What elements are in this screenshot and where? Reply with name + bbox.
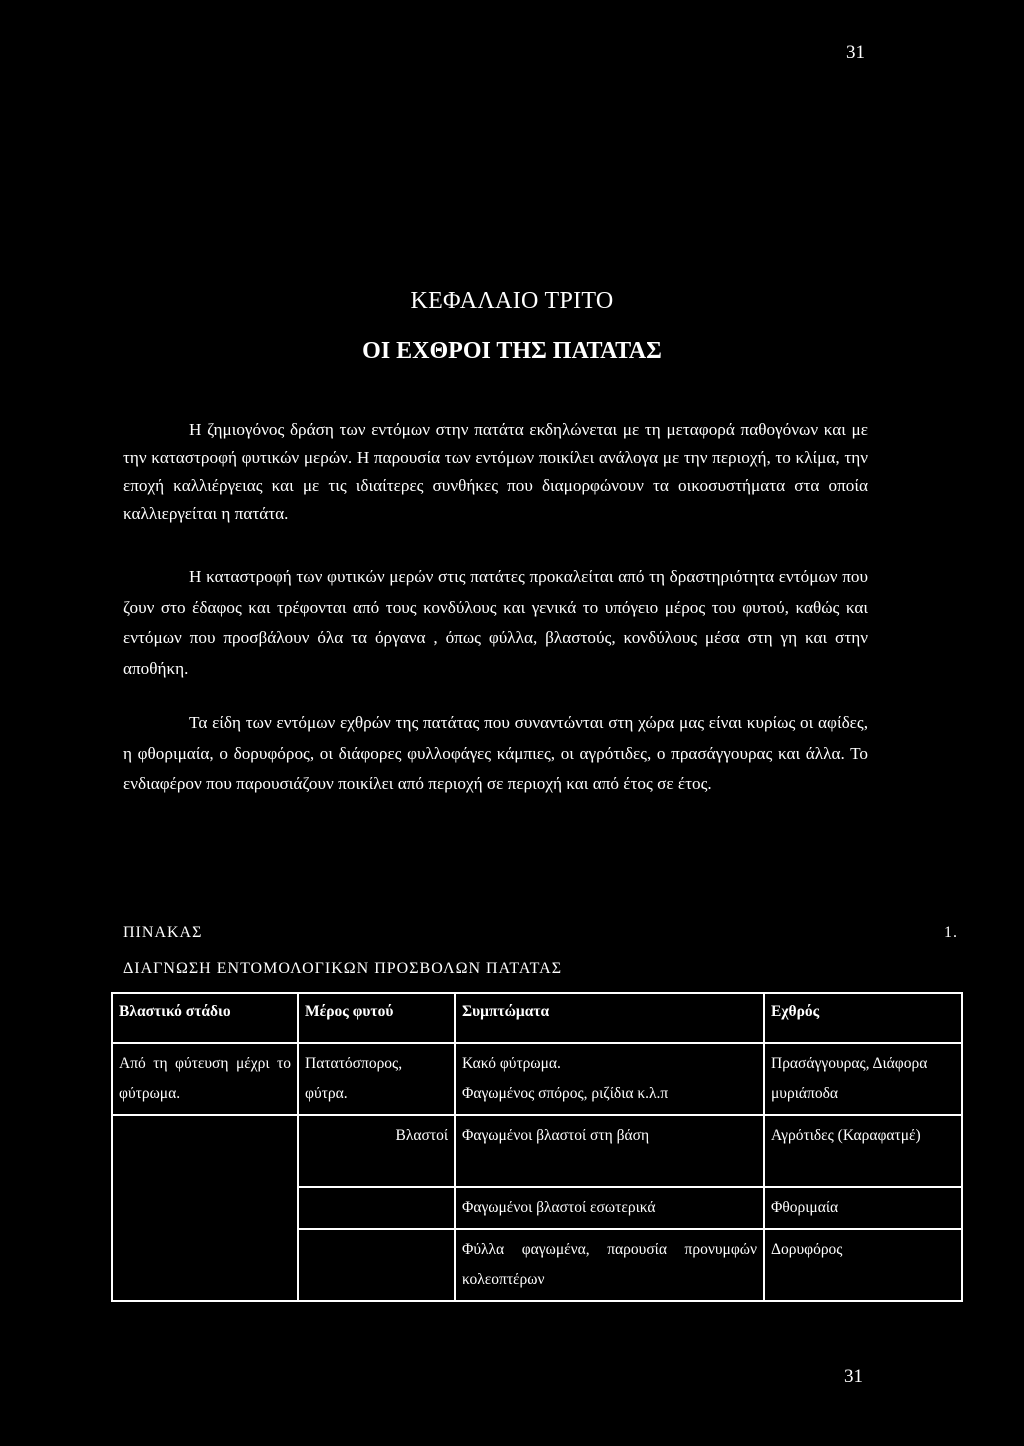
- cell-symptoms: Φαγωμένοι βλαστοί εσωτερικά: [455, 1187, 764, 1229]
- page-number-top: 31: [846, 42, 865, 63]
- cell-symptoms: Φαγωμένοι βλαστοί στη βάση: [455, 1115, 764, 1187]
- table-header-row: [112, 993, 962, 1043]
- paragraph-damage: Η καταστροφή των φυτικών μερών στις πατάτες προκαλείται από τη δραστηριότητα εντόμων που ζουν στο έδαφος και τρέφονται από τους κονδύλους και γενικά το υπόγειο μέρος του φυτού, καθώς και εντόμων που προσβάλουν όλα τα όργανα , όπως φύλλα, βλαστούς, κονδύλους μέσα στη γη και στην αποθήκη.: [123, 567, 868, 678]
- table-label: ΠΙΝΑΚΑΣ: [123, 924, 203, 941]
- page-number-bottom: 31: [844, 1366, 863, 1387]
- table-row: [112, 1043, 962, 1115]
- table-title: ΔΙΑΓΝΩΣΗ ΕΝΤΟΜΟΛΟΓΙΚΩΝ ΠΡΟΣΒΟΛΩΝ ΠΑΤΑΤΑΣ: [123, 960, 563, 977]
- header-part: Μέρος φυτού: [298, 993, 455, 1043]
- cell-enemy: Αγρότιδες (Καραφατμέ): [764, 1115, 962, 1187]
- cell-stage: Από τη φύτευση μέχρι το φύτρωμα.: [112, 1043, 298, 1115]
- table-row: [112, 1115, 962, 1187]
- diagnosis-table: [111, 992, 963, 1302]
- header-symptoms: Συμπτώματα: [455, 993, 764, 1043]
- paragraph-species: Τα είδη των εντόμων εχθρών της πατάτας που συναντώνται στη χώρα μας είναι κυρίως οι αφίδες, η φθοριμαία, ο δορυφόρος, οι διάφορες φυλλοφάγες κάμπιες, οι αγρότιδες, ο πρασάγγουρας και άλλα. Το ενδιαφέρον που παρουσιάζουν ποικίλει από περιοχή σε περιοχή και από έτος σε έτος.: [123, 713, 868, 793]
- chapter-subtitle: ΟΙ ΕΧΘΡΟΙ ΤΗΣ ΠΑΤΑΤΑΣ: [362, 338, 662, 364]
- cell-symptoms: [455, 1043, 764, 1115]
- cell-symptoms: Φύλλα φαγωμένα, παρουσία προνυμφών κολεοπτέρων: [455, 1229, 764, 1301]
- cell-symptoms-a: Κακό φύτρωμα.: [462, 1055, 561, 1072]
- table-number: 1.: [944, 924, 958, 941]
- cell-enemy: Πρασάγγουρας, Διάφορα μυριάποδα: [764, 1043, 962, 1115]
- header-enemy: Εχθρός: [764, 993, 962, 1043]
- paragraph-intro: Η ζημιογόνος δράση των εντόμων στην πατάτα εκδηλώνεται με τη μεταφορά παθογόνων και με την καταστροφή φυτικών μερών. Η παρουσία των εντόμων ποικίλει ανάλογα με την περιοχή, το κλίμα, την εποχή καλλιέργειας και με τις ιδιαίτερες συνθήκες που διαμορφώνουν τα οικοσυστήματα στα οποία καλλιεργείται η πατάτα.: [123, 420, 868, 523]
- cell-part: Βλαστοί: [298, 1115, 455, 1187]
- cell-enemy: Δορυφόρος: [764, 1229, 962, 1301]
- table-label-line: [123, 924, 958, 942]
- cell-stage: [112, 1115, 298, 1301]
- cell-part: Πατατόσπορος, φύτρα.: [298, 1043, 455, 1115]
- header-stage: Βλαστικό στάδιο: [112, 993, 298, 1043]
- chapter-title: ΚΕΦΑΛΑΙΟ ΤΡΙΤΟ: [410, 288, 614, 314]
- cell-part: [298, 1187, 455, 1229]
- cell-enemy: Φθοριμαία: [764, 1187, 962, 1229]
- cell-symptoms-b: Φαγωμένος σπόρος, ριζίδια κ.λ.π: [462, 1085, 669, 1102]
- cell-part: [298, 1229, 455, 1301]
